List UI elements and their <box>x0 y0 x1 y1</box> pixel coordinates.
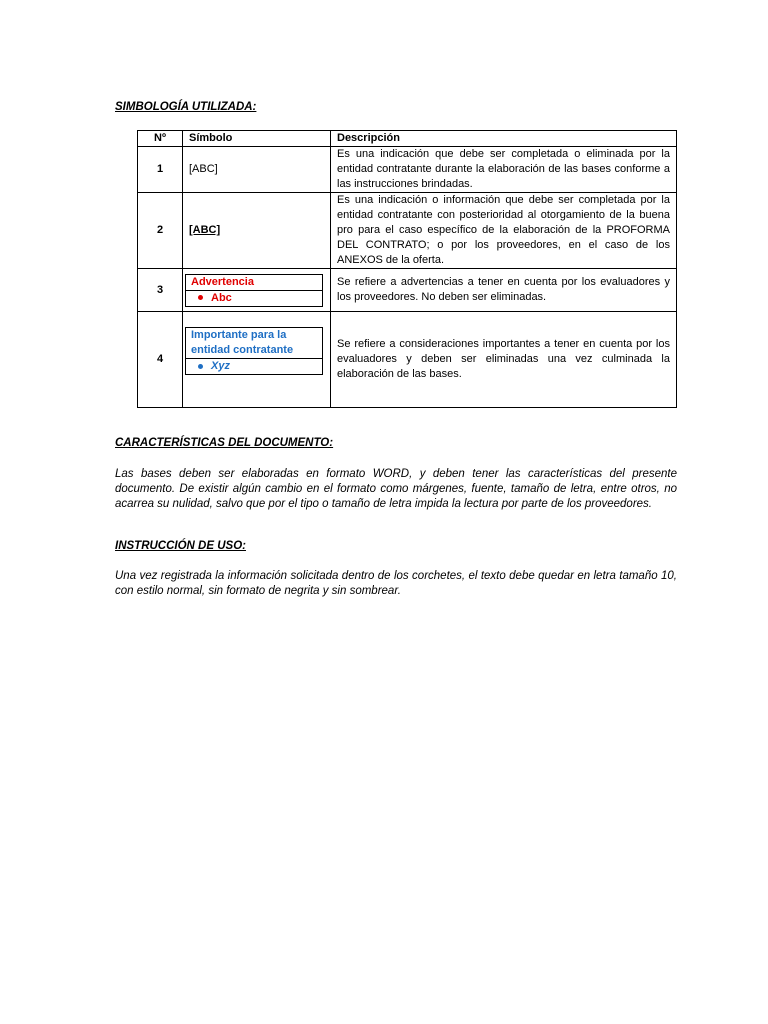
important-box-title: Importante para la entidad contratante <box>186 328 322 359</box>
characteristics-heading: CARACTERÍSTICAS DEL DOCUMENTO: <box>115 437 334 449</box>
important-box-item: Xyz <box>186 359 322 374</box>
description-cell: Es una indicación o información que debe ser completada por la entidad contratante con posterioridad al otorgamiento de la buena pro para el caso específico de la elaboración de la PROFORMA DEL CONTRATO; o por los proveedores, en el caso de los ANEXOS de la oferta. <box>331 193 677 269</box>
description-cell: Es una indicación que debe ser completada o eliminada por la entidad contratante durante la elaboración de las bases conforme a las instrucciones brindadas. <box>331 147 677 193</box>
description-cell: Se refiere a consideraciones importantes a tener en cuenta por los evaluadores y deben ser eliminadas una vez culminada la elaboración de las bases. <box>331 312 677 408</box>
usage-text: Una vez registrada la información solicitada dentro de los corchetes, el texto debe quedar en letra tamaño 10, con estilo normal, sin formato de negrita y sin sombrear. <box>115 570 677 597</box>
row-number: 2 <box>138 193 183 269</box>
column-header-number: Nº <box>138 131 183 147</box>
symbol-text: [ABC] <box>189 224 221 236</box>
column-header-symbol: Símbolo <box>183 131 331 147</box>
important-box <box>185 327 323 375</box>
symbology-heading: SIMBOLOGÍA UTILIZADA: <box>115 101 257 113</box>
table-row <box>138 312 677 408</box>
row-number: 4 <box>138 312 183 408</box>
row-number: 1 <box>138 147 183 193</box>
column-header-description: Descripción <box>331 131 677 147</box>
symbol-cell <box>183 312 331 408</box>
table-header-row <box>138 131 677 147</box>
symbol-cell <box>183 147 331 193</box>
characteristics-text: Las bases deben ser elaboradas en formato WORD, y deben tener las características del presente documento. De existir algún cambio en el formato como márgenes, fuente, tamaño de letra, entre otros, no acarrea su nulidad, salvo que por el tipo o tamaño de letra impida la lectura por parte de los proveedores. <box>115 468 677 510</box>
row-number: 3 <box>138 269 183 312</box>
bullet-icon <box>198 295 203 300</box>
bullet-icon <box>198 364 203 369</box>
symbol-cell <box>183 269 331 312</box>
usage-heading: INSTRUCCIÓN DE USO: <box>115 540 246 552</box>
warning-box <box>185 274 323 307</box>
table-row <box>138 269 677 312</box>
description-cell: Se refiere a advertencias a tener en cuenta por los evaluadores y los proveedores. No deben ser eliminadas. <box>331 269 677 312</box>
symbol-cell <box>183 193 331 269</box>
symbol-text: [ABC] <box>189 163 218 175</box>
table-row <box>138 193 677 269</box>
table-row <box>138 147 677 193</box>
warning-box-title: Advertencia <box>186 275 322 291</box>
warning-box-item: Abc <box>186 291 322 306</box>
symbology-table <box>137 130 677 408</box>
